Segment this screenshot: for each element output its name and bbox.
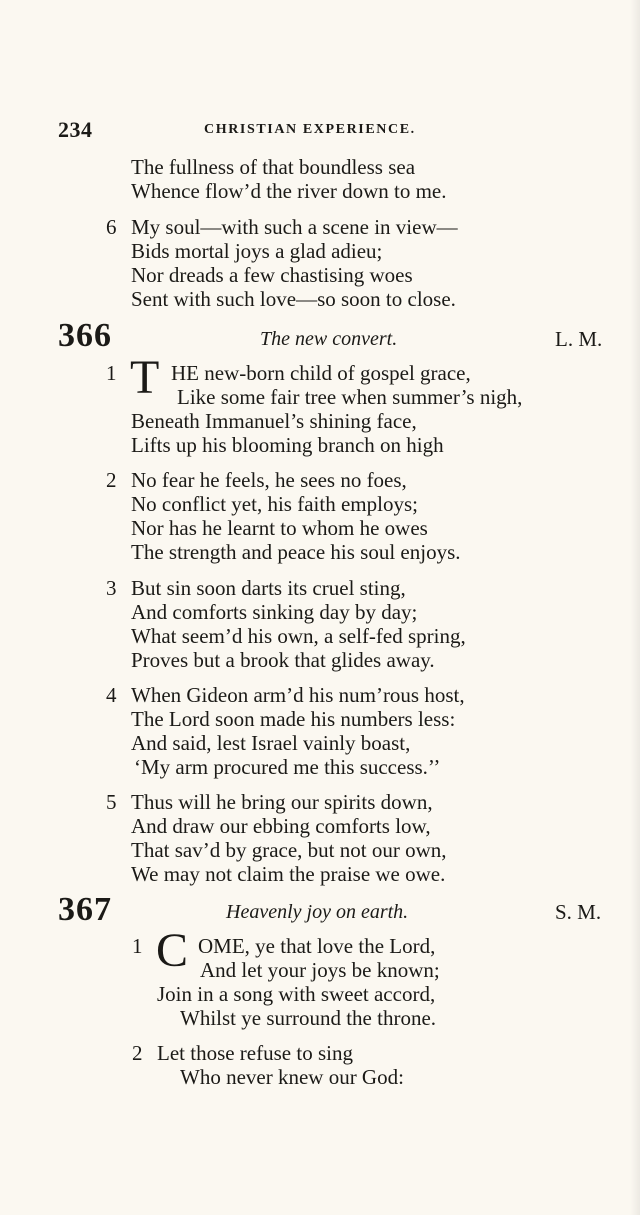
verse-line: That sav’d by grace, but not our own, (131, 838, 447, 862)
page-header (58, 117, 598, 145)
hymn-meter: S. M. (555, 900, 602, 924)
verse-line: And comforts sinking day by day; (131, 600, 418, 624)
verse-line: Proves but a brook that glides away. (131, 648, 435, 672)
verse-number: 2 (106, 468, 117, 492)
verse-line: ‘My arm procured me this success.’’ (134, 755, 441, 779)
verse-line: The strength and peace his soul enjoys. (131, 540, 461, 564)
verse-line: No conflict yet, his faith employs; (131, 492, 418, 516)
verse-line: When Gideon arm’d his num’rous host, (131, 683, 465, 707)
verse-line: Nor dreads a few chastising woes (131, 263, 413, 287)
hymn-number: 366 (58, 317, 112, 354)
verse-line: The Lord soon made his numbers less: (131, 707, 456, 731)
verse-line: But sin soon darts its cruel sting, (131, 576, 406, 600)
verse-line: HE new-born child of gospel grace, (171, 361, 471, 385)
verse-number: 5 (106, 790, 117, 814)
verse-line: Thus will he bring our spirits down, (131, 790, 433, 814)
verse-line: The fullness of that boundless sea (131, 155, 416, 179)
verse-line: And let your joys be known; (200, 958, 440, 982)
verse-line: Join in a song with sweet accord, (157, 982, 436, 1006)
verse-number: 4 (106, 683, 117, 707)
verse-line: Whence flow’d the river down to me. (131, 179, 447, 203)
verse-number: 1 (106, 361, 117, 385)
page-number: 234 (58, 117, 93, 142)
verse-line: Lifts up his blooming branch on high (131, 433, 444, 457)
verse-line: And draw our ebbing comforts low, (131, 814, 431, 838)
verse-line: Sent with such love—so soon to close. (131, 287, 456, 311)
hymn-title: Heavenly joy on earth. (226, 901, 409, 923)
verse-line: Nor has he learnt to whom he owes (131, 516, 428, 540)
page-edge-shadow (630, 0, 640, 1215)
hymn-meter: L. M. (555, 327, 603, 351)
verse-line: What seem’d his own, a self-fed spring, (131, 624, 466, 648)
verse-line: Whilst ye surround the throne. (180, 1006, 437, 1030)
drop-cap: C (156, 924, 189, 977)
verse-line: And said, lest Israel vainly boast, (131, 731, 411, 755)
hymn-title: The new convert. (260, 328, 398, 350)
verse-line: Like some fair tree when summer’s nigh, (177, 385, 523, 409)
verse-line: My soul—with such a scene in view— (131, 215, 458, 239)
verse-number: 2 (132, 1041, 143, 1065)
verse-line: OME, ye that love the Lord, (198, 934, 436, 958)
verse-number: 3 (106, 576, 117, 600)
running-head: CHRISTIAN EXPERIENCE. (204, 122, 416, 137)
verse-line: Who never knew our God: (180, 1065, 404, 1089)
drop-cap: T (130, 351, 160, 404)
hymn-number: 367 (58, 891, 112, 928)
verse-line: Beneath Immanuel’s shining face, (131, 409, 417, 433)
verse-number: 1 (132, 934, 143, 958)
verse-line: Bids mortal joys a glad adieu; (131, 239, 383, 263)
verse-line: We may not claim the praise we owe. (131, 862, 446, 886)
verse-number: 6 (106, 215, 117, 239)
verse-line: Let those refuse to sing (157, 1041, 353, 1065)
verse-line: No fear he feels, he sees no foes, (131, 468, 407, 492)
